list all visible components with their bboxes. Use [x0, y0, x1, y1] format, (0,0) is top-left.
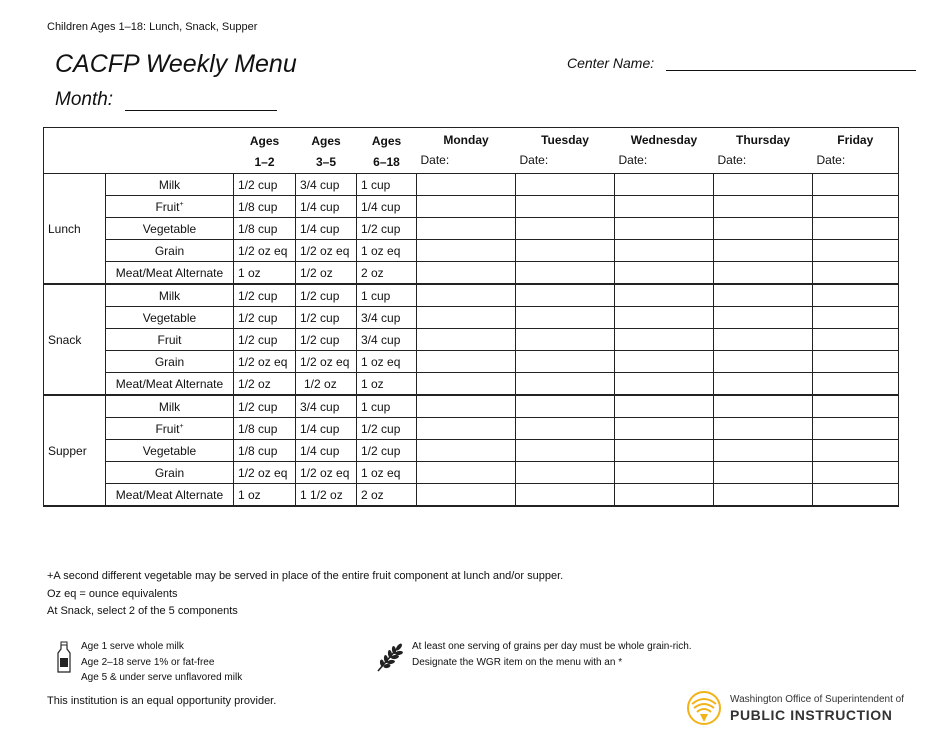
amount-cell: 1/2 oz eq — [296, 462, 357, 484]
component-label: Meat/Meat Alternate — [115, 265, 224, 280]
menu-entry-cell-thursday[interactable] — [714, 307, 813, 329]
amount-cell: 1 cup — [357, 284, 417, 307]
component-cell — [106, 395, 234, 418]
table-row — [44, 462, 899, 484]
grain-info — [375, 641, 692, 673]
equal-opportunity-statement: This institution is an equal opportunity provider. — [47, 695, 277, 707]
menu-entry-cell-friday[interactable] — [813, 240, 899, 262]
menu-entry-cell-wednesday[interactable] — [615, 395, 714, 418]
menu-entry-cell-tuesday[interactable] — [516, 218, 615, 240]
menu-entry-cell-monday[interactable] — [417, 262, 516, 285]
table-row — [44, 262, 899, 285]
component-cell — [106, 462, 234, 484]
menu-entry-cell-tuesday[interactable] — [516, 351, 615, 373]
component-label: Milk — [158, 399, 181, 414]
menu-entry-cell-friday[interactable] — [813, 462, 899, 484]
footnotes — [47, 568, 563, 621]
amount-cell: 3/4 cup — [357, 329, 417, 351]
menu-entry-cell-friday[interactable] — [813, 373, 899, 396]
menu-entry-cell-monday[interactable] — [417, 174, 516, 196]
amount-cell: 3/4 cup — [296, 174, 357, 196]
amount-cell: 1/2 oz eq — [234, 240, 296, 262]
menu-entry-cell-monday[interactable] — [417, 307, 516, 329]
menu-entry-cell-tuesday[interactable] — [516, 307, 615, 329]
meal-label-lunch: Lunch — [44, 174, 106, 285]
day-header-friday — [813, 128, 899, 174]
amount-cell: 1/2 oz eq — [296, 240, 357, 262]
amount-cell: 1 oz — [234, 484, 296, 507]
menu-entry-cell-thursday[interactable] — [714, 351, 813, 373]
menu-entry-cell-monday[interactable] — [417, 351, 516, 373]
menu-entry-cell-tuesday[interactable] — [516, 262, 615, 285]
amount-cell: 1/2 cup — [234, 329, 296, 351]
menu-entry-cell-friday[interactable] — [813, 262, 899, 285]
component-label: Vegetable — [142, 310, 197, 325]
month-label: Month: — [55, 89, 114, 110]
menu-entry-cell-wednesday[interactable] — [615, 196, 714, 218]
amount-cell: 3/4 cup — [357, 307, 417, 329]
amount-cell: 1 1/2 oz — [296, 484, 357, 507]
page-title: CACFP Weekly Menu — [55, 50, 297, 78]
menu-entry-cell-wednesday[interactable] — [615, 218, 714, 240]
day-name: Wednesday — [630, 133, 698, 147]
component-cell — [106, 351, 234, 373]
amount-cell: 1/2 cup — [357, 440, 417, 462]
age-header-1 — [234, 128, 296, 174]
menu-entry-cell-thursday[interactable] — [714, 329, 813, 351]
table-row — [44, 174, 899, 196]
menu-entry-cell-friday[interactable] — [813, 307, 899, 329]
amount-cell: 1/4 cup — [296, 418, 357, 440]
menu-entry-cell-wednesday[interactable] — [615, 351, 714, 373]
menu-entry-cell-thursday[interactable] — [714, 262, 813, 285]
month-blank-line[interactable] — [125, 90, 277, 111]
component-cell — [106, 307, 234, 329]
milk-info-line: Age 5 & under serve unflavored milk — [81, 672, 243, 683]
component-cell — [106, 240, 234, 262]
menu-entry-cell-monday[interactable] — [417, 196, 516, 218]
amount-cell: 1/2 cup — [234, 307, 296, 329]
table-row — [44, 329, 899, 351]
month-field — [55, 89, 277, 111]
amount-cell: 1/8 cup — [234, 196, 296, 218]
grain-info-line: Designate the WGR item on the menu with an * — [412, 656, 623, 668]
menu-entry-cell-wednesday[interactable] — [615, 418, 714, 440]
amount-cell: 3/4 cup — [296, 395, 357, 418]
milk-info-line: Age 1 serve whole milk — [81, 641, 184, 652]
age-header-line2: 1–2 — [254, 155, 275, 169]
menu-entry-cell-wednesday[interactable] — [615, 262, 714, 285]
menu-entry-cell-wednesday[interactable] — [615, 440, 714, 462]
table-row — [44, 418, 899, 440]
menu-entry-cell-wednesday[interactable] — [615, 284, 714, 307]
component-cell — [106, 329, 234, 351]
header-blank — [44, 128, 234, 174]
age-header-2 — [296, 128, 357, 174]
component-label: Grain — [154, 243, 185, 258]
amount-cell: 1/8 cup — [234, 418, 296, 440]
meal-label-supper: Supper — [44, 395, 106, 506]
age-header-line1: Ages — [371, 134, 402, 148]
menu-entry-cell-thursday[interactable] — [714, 462, 813, 484]
component-cell — [106, 196, 234, 218]
amount-cell: 1/2 cup — [296, 284, 357, 307]
amount-cell: 1/4 cup — [296, 218, 357, 240]
menu-entry-cell-tuesday[interactable] — [516, 240, 615, 262]
amount-cell: 1/8 cup — [234, 218, 296, 240]
menu-entry-cell-monday[interactable] — [417, 395, 516, 418]
amount-cell: 1/2 oz eq — [234, 462, 296, 484]
menu-entry-cell-tuesday[interactable] — [516, 418, 615, 440]
day-header-monday — [417, 128, 516, 174]
table-row — [44, 218, 899, 240]
component-cell — [106, 218, 234, 240]
center-name-blank-line[interactable] — [666, 52, 916, 71]
footnote-oz-eq: Oz eq = ounce equivalents — [47, 587, 178, 600]
menu-entry-cell-thursday[interactable] — [714, 395, 813, 418]
component-cell — [106, 418, 234, 440]
date-label[interactable]: Date: — [420, 153, 450, 167]
table-row — [44, 307, 899, 329]
menu-entry-cell-tuesday[interactable] — [516, 440, 615, 462]
date-label[interactable]: Date: — [519, 153, 549, 167]
amount-cell: 1 oz — [234, 262, 296, 285]
menu-entry-cell-monday[interactable] — [417, 440, 516, 462]
amount-cell: 1/4 cup — [296, 440, 357, 462]
logo-line1: Washington Office of Superintendent of — [730, 693, 904, 705]
menu-entry-cell-thursday[interactable] — [714, 484, 813, 507]
footnote-fruit: +A second different vegetable may be served in place of the entire fruit component at lunch and/or supper. — [47, 570, 564, 582]
component-label: Fruit — [155, 421, 180, 436]
amount-cell: 2 oz — [357, 262, 417, 285]
amount-cell: 1/4 cup — [296, 196, 357, 218]
table-header-row — [44, 128, 899, 174]
table-row — [44, 373, 899, 396]
menu-entry-cell-wednesday[interactable] — [615, 462, 714, 484]
day-name: Tuesday — [541, 133, 589, 147]
menu-entry-cell-friday[interactable] — [813, 196, 899, 218]
amount-cell: 1 cup — [357, 174, 417, 196]
amount-cell: 1/2 cup — [357, 418, 417, 440]
amount-cell: 1/2 oz — [234, 373, 296, 396]
fruit-footnote-mark: + — [179, 422, 184, 430]
amount-cell: 1 oz eq — [357, 462, 417, 484]
menu-entry-cell-wednesday[interactable] — [615, 484, 714, 507]
age-header-line2: 6–18 — [373, 155, 400, 169]
menu-entry-cell-monday[interactable] — [417, 240, 516, 262]
component-label: Vegetable — [142, 443, 197, 458]
amount-cell: 1 cup — [357, 395, 417, 418]
date-label[interactable]: Date: — [816, 153, 846, 167]
table-row — [44, 284, 899, 307]
menu-entry-cell-monday[interactable] — [417, 329, 516, 351]
menu-entry-cell-monday[interactable] — [417, 418, 516, 440]
component-label: Grain — [154, 354, 185, 369]
fruit-footnote-mark: + — [179, 200, 184, 208]
amount-cell: 1/2 cup — [234, 395, 296, 418]
age-header-line2: 3–5 — [315, 155, 337, 169]
component-cell — [106, 262, 234, 285]
amount-cell: 1 oz — [357, 373, 417, 396]
amount-cell: 1/2 oz eq — [296, 351, 357, 373]
top-note: Children Ages 1–18: Lunch, Snack, Supper — [47, 21, 258, 33]
amount-cell: 1/2 cup — [296, 307, 357, 329]
menu-entry-cell-thursday[interactable] — [714, 418, 813, 440]
component-label: Meat/Meat Alternate — [115, 376, 224, 391]
menu-entry-cell-tuesday[interactable] — [516, 174, 615, 196]
grain-info-line: At least one serving of grains per day must be whole grain-rich. — [412, 641, 692, 652]
age-header-3 — [357, 128, 417, 174]
menu-entry-cell-monday[interactable] — [417, 462, 516, 484]
milk-bottle-icon — [57, 641, 71, 673]
menu-entry-cell-thursday[interactable] — [714, 284, 813, 307]
amount-cell: 1/2 cup — [234, 284, 296, 307]
component-label: Meat/Meat Alternate — [115, 487, 224, 502]
menu-entry-cell-tuesday[interactable] — [516, 395, 615, 418]
amount-cell: 2 oz — [357, 484, 417, 507]
menu-entry-cell-thursday[interactable] — [714, 196, 813, 218]
menu-entry-cell-friday[interactable] — [813, 174, 899, 196]
footnote-snack: At Snack, select 2 of the 5 components — [47, 605, 238, 617]
table-row — [44, 240, 899, 262]
menu-entry-cell-thursday[interactable] — [714, 218, 813, 240]
wheat-icon — [375, 641, 405, 673]
day-name: Thursday — [735, 133, 790, 147]
component-label: Grain — [154, 465, 185, 480]
menu-entry-cell-friday[interactable] — [813, 440, 899, 462]
table-row — [44, 196, 899, 218]
day-name: Monday — [443, 133, 489, 147]
amount-cell: 1/2 oz — [296, 262, 357, 285]
menu-entry-cell-wednesday[interactable] — [615, 373, 714, 396]
meal-label-snack: Snack — [44, 284, 106, 395]
menu-entry-cell-thursday[interactable] — [714, 440, 813, 462]
amount-cell: 1/2 oz eq — [234, 351, 296, 373]
menu-entry-cell-friday[interactable] — [813, 484, 899, 507]
menu-entry-cell-monday[interactable] — [417, 484, 516, 507]
age-header-line1: Ages — [311, 134, 341, 148]
component-label: Milk — [158, 177, 181, 192]
date-label[interactable]: Date: — [618, 153, 648, 167]
component-label: Fruit — [155, 199, 180, 214]
menu-entry-cell-monday[interactable] — [417, 373, 516, 396]
menu-entry-cell-tuesday[interactable] — [516, 284, 615, 307]
date-label[interactable]: Date: — [717, 153, 747, 167]
component-label: Vegetable — [142, 221, 197, 236]
ospi-logo — [686, 690, 904, 726]
table-row — [44, 395, 899, 418]
menu-entry-cell-wednesday[interactable] — [615, 240, 714, 262]
component-label: Fruit — [157, 332, 182, 347]
menu-entry-cell-monday[interactable] — [417, 284, 516, 307]
component-cell — [106, 284, 234, 307]
table-row — [44, 484, 899, 507]
amount-cell: 1 oz eq — [357, 240, 417, 262]
menu-entry-cell-tuesday[interactable] — [516, 484, 615, 507]
amount-cell: 1/4 cup — [357, 196, 417, 218]
menu-entry-cell-wednesday[interactable] — [615, 174, 714, 196]
menu-entry-cell-wednesday[interactable] — [615, 329, 714, 351]
day-header-thursday — [714, 128, 813, 174]
amount-cell: 1/8 cup — [234, 440, 296, 462]
menu-entry-cell-friday[interactable] — [813, 329, 899, 351]
menu-entry-cell-friday[interactable] — [813, 218, 899, 240]
logo-line2: PUBLIC INSTRUCTION — [730, 706, 893, 723]
menu-entry-cell-friday[interactable] — [813, 395, 899, 418]
menu-entry-cell-tuesday[interactable] — [516, 196, 615, 218]
amount-cell: 1/2 cup — [296, 329, 357, 351]
table-row — [44, 351, 899, 373]
amount-cell: 1/2 oz — [296, 373, 357, 396]
age-header-line1: Ages — [249, 134, 280, 148]
amount-cell: 1/2 cup — [357, 218, 417, 240]
component-cell — [106, 440, 234, 462]
menu-table — [43, 127, 899, 507]
component-label: Milk — [158, 288, 181, 303]
component-cell — [106, 373, 234, 396]
menu-entry-cell-thursday[interactable] — [714, 174, 813, 196]
menu-entry-cell-friday[interactable] — [813, 351, 899, 373]
milk-info — [57, 641, 242, 686]
menu-entry-cell-thursday[interactable] — [714, 373, 813, 396]
menu-entry-cell-tuesday[interactable] — [516, 373, 615, 396]
day-header-wednesday — [615, 128, 714, 174]
day-header-tuesday — [516, 128, 615, 174]
amount-cell: 1 oz eq — [357, 351, 417, 373]
center-name-label: Center Name: — [567, 55, 655, 71]
menu-entry-cell-thursday[interactable] — [714, 240, 813, 262]
menu-entry-cell-monday[interactable] — [417, 218, 516, 240]
milk-info-line: Age 2–18 serve 1% or fat-free — [81, 656, 215, 668]
amount-cell: 1/2 cup — [234, 174, 296, 196]
component-cell — [106, 484, 234, 507]
menu-entry-cell-friday[interactable] — [813, 284, 899, 307]
menu-entry-cell-wednesday[interactable] — [615, 307, 714, 329]
component-cell — [106, 174, 234, 196]
table-row — [44, 440, 899, 462]
menu-entry-cell-friday[interactable] — [813, 418, 899, 440]
menu-entry-cell-tuesday[interactable] — [516, 462, 615, 484]
menu-entry-cell-tuesday[interactable] — [516, 329, 615, 351]
day-name: Friday — [837, 133, 874, 147]
ospi-sunburst-icon — [686, 690, 722, 726]
center-name-field — [567, 52, 916, 71]
